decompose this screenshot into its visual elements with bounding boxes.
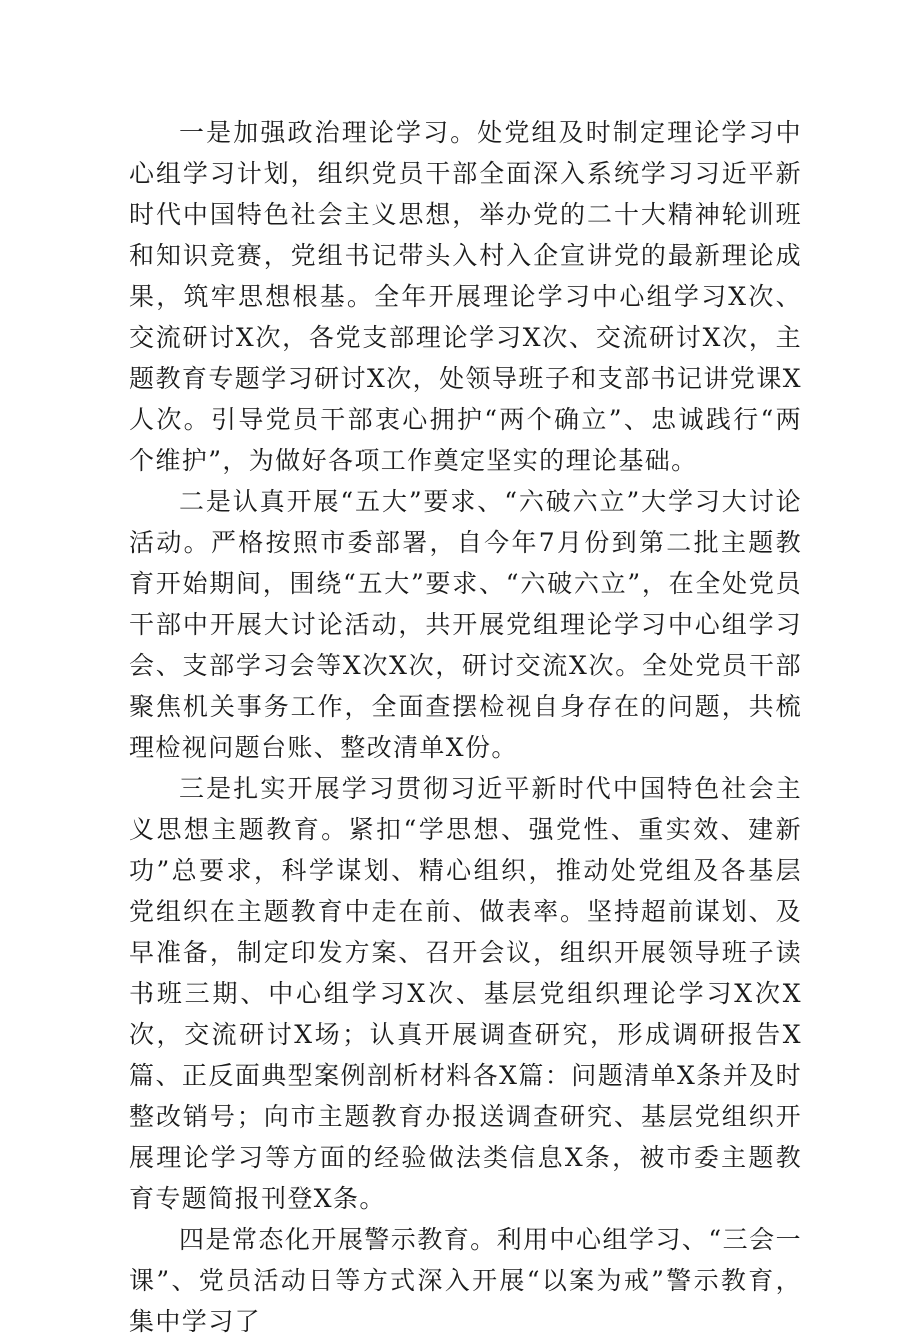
paragraph-wuda-liupoliuli-discussion: 二是认真开展“五大”要求、“六破六立”大学习大讨论活动。严格按照市委部署，自今年7月份到第二批主题教育开始期间，围绕“五大”要求、“六破六立”，在全处党员干部中开展大讨论活动，共开展党组理论学习中心组学习会、支部学习会等X次X次，研讨交流X次。全处党员干部聚焦机关事务工作，全面查摆检视自身存在的问题，共梳理检视问题台账、整改清单X份。 [129, 487, 802, 762]
paragraph-warning-education: 四是常态化开展警示教育。利用中心组学习、“三会一课”、党员活动日等方式深入开展“以案为戒”警示教育，集中学习了 [129, 1225, 802, 1336]
paragraph-theme-education: 三是扎实开展学习贯彻习近平新时代中国特色社会主义思想主题教育。紧扣“学思想、强党性、重实效、建新功”总要求，科学谋划、精心组织，推动处党组及各基层党组织在主题教育中走在前、做表率。坚持超前谋划、及早准备，制定印发方案、召开会议，组织开展领导班子读书班三期、中心组学习X次、基层党组织理论学习X次X次，交流研讨X场；认真开展调查研究，形成调研报告X篇、正反面典型案例剖析材料各X篇：问题清单X条并及时整改销号；向市主题教育办报送调查研究、基层党组织开展理论学习等方面的经验做法类信息X条，被市委主题教育专题简报刊登X条。 [129, 774, 802, 1213]
paragraph-political-theory-study: 一是加强政治理论学习。处党组及时制定理论学习中心组学习计划，组织党员干部全面深入系统学习习近平新时代中国特色社会主义思想，举办党的二十大精神轮训班和知识竞赛，党组书记带头入村入企宣讲党的最新理论成果，筑牢思想根基。全年开展理论学习中心组学习X次、交流研讨X次，各党支部理论学习X次、交流研讨X次，主题教育专题学习研讨X次，处领导班子和支部书记讲党课X人次。引导党员干部衷心拥护“两个确立”、忠诚践行“两个维护”，为做好各项工作奠定坚实的理论基础。 [129, 118, 802, 475]
